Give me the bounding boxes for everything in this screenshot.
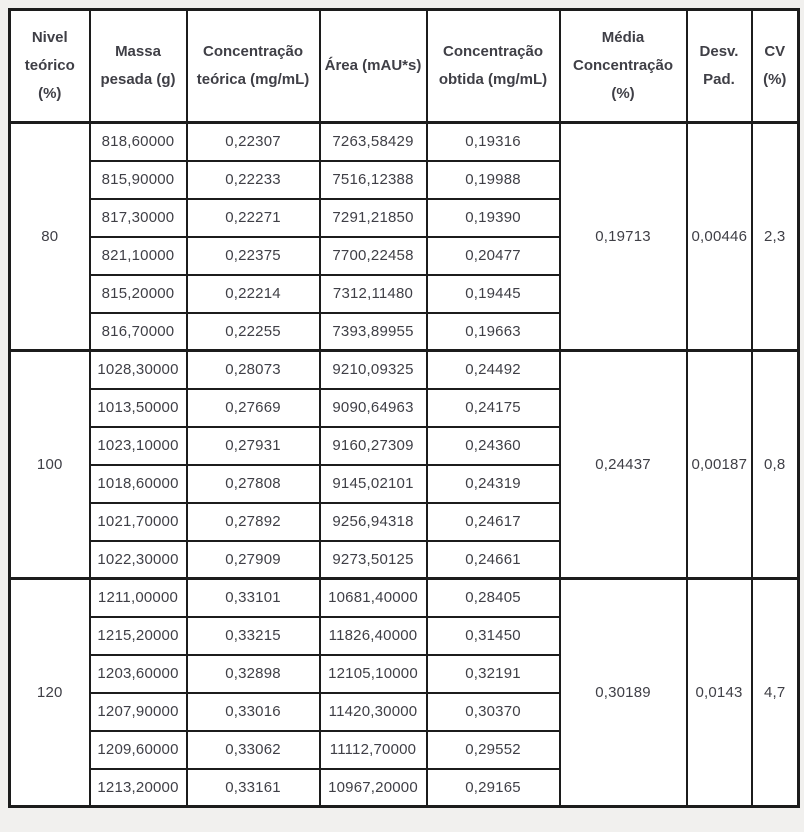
cell-area: 12105,10000 <box>320 655 427 693</box>
cell-area: 9256,94318 <box>320 503 427 541</box>
cell-nivel-teorico: 120 <box>10 579 90 807</box>
cell-concentracao-teorica: 0,27892 <box>187 503 320 541</box>
cell-area: 9145,02101 <box>320 465 427 503</box>
cell-concentracao-teorica: 0,33215 <box>187 617 320 655</box>
header-row <box>10 10 799 123</box>
cell-desv-pad: 0,0143 <box>687 579 752 807</box>
cell-media-concentracao: 0,19713 <box>560 123 687 351</box>
cell-massa-pesada: 1213,20000 <box>90 769 187 807</box>
table-row <box>10 351 799 389</box>
cell-concentracao-obtida: 0,29165 <box>427 769 560 807</box>
cell-massa-pesada: 818,60000 <box>90 123 187 161</box>
cell-concentracao-obtida: 0,19988 <box>427 161 560 199</box>
cell-massa-pesada: 815,90000 <box>90 161 187 199</box>
column-header-media-concentracao: Média Concentração (%) <box>560 10 687 123</box>
cell-massa-pesada: 1018,60000 <box>90 465 187 503</box>
cell-concentracao-teorica: 0,33016 <box>187 693 320 731</box>
cell-concentracao-obtida: 0,28405 <box>427 579 560 617</box>
cell-concentracao-obtida: 0,30370 <box>427 693 560 731</box>
cell-area: 7291,21850 <box>320 199 427 237</box>
cell-concentracao-obtida: 0,24175 <box>427 389 560 427</box>
cell-nivel-teorico: 100 <box>10 351 90 579</box>
column-header-concentracao-teorica: Concentração teórica (mg/mL) <box>187 10 320 123</box>
cell-concentracao-teorica: 0,28073 <box>187 351 320 389</box>
cell-concentracao-obtida: 0,19316 <box>427 123 560 161</box>
cell-area: 11420,30000 <box>320 693 427 731</box>
cell-concentracao-teorica: 0,33161 <box>187 769 320 807</box>
cell-massa-pesada: 1211,00000 <box>90 579 187 617</box>
cell-massa-pesada: 1203,60000 <box>90 655 187 693</box>
cell-massa-pesada: 1023,10000 <box>90 427 187 465</box>
cell-concentracao-teorica: 0,22214 <box>187 275 320 313</box>
cell-concentracao-obtida: 0,29552 <box>427 731 560 769</box>
cell-media-concentracao: 0,30189 <box>560 579 687 807</box>
cell-area: 7393,89955 <box>320 313 427 351</box>
cell-concentracao-obtida: 0,24617 <box>427 503 560 541</box>
cell-massa-pesada: 815,20000 <box>90 275 187 313</box>
column-header-concentracao-obtida: Concentração obtida (mg/mL) <box>427 10 560 123</box>
cell-massa-pesada: 1013,50000 <box>90 389 187 427</box>
cell-area: 9210,09325 <box>320 351 427 389</box>
cell-massa-pesada: 821,10000 <box>90 237 187 275</box>
cell-area: 11112,70000 <box>320 731 427 769</box>
table-header <box>10 10 799 123</box>
cell-concentracao-obtida: 0,20477 <box>427 237 560 275</box>
cell-cv: 2,3 <box>752 123 799 351</box>
cell-concentracao-obtida: 0,24319 <box>427 465 560 503</box>
cell-cv: 4,7 <box>752 579 799 807</box>
cell-media-concentracao: 0,24437 <box>560 351 687 579</box>
cell-area: 7700,22458 <box>320 237 427 275</box>
validation-results-table <box>8 8 800 808</box>
cell-massa-pesada: 1028,30000 <box>90 351 187 389</box>
cell-concentracao-obtida: 0,32191 <box>427 655 560 693</box>
table-row <box>10 123 799 161</box>
cell-nivel-teorico: 80 <box>10 123 90 351</box>
cell-massa-pesada: 816,70000 <box>90 313 187 351</box>
cell-concentracao-obtida: 0,31450 <box>427 617 560 655</box>
cell-concentracao-teorica: 0,22233 <box>187 161 320 199</box>
cell-concentracao-teorica: 0,27909 <box>187 541 320 579</box>
cell-concentracao-teorica: 0,32898 <box>187 655 320 693</box>
cell-area: 7263,58429 <box>320 123 427 161</box>
table-body <box>10 123 799 807</box>
cell-cv: 0,8 <box>752 351 799 579</box>
table-row <box>10 579 799 617</box>
cell-desv-pad: 0,00446 <box>687 123 752 351</box>
cell-area: 11826,40000 <box>320 617 427 655</box>
column-header-nivel-teorico: Nivel teórico (%) <box>10 10 90 123</box>
cell-area: 9090,64963 <box>320 389 427 427</box>
cell-concentracao-teorica: 0,27669 <box>187 389 320 427</box>
column-header-desv-pad: Desv. Pad. <box>687 10 752 123</box>
cell-area: 7312,11480 <box>320 275 427 313</box>
column-header-area: Área (mAU*s) <box>320 10 427 123</box>
cell-concentracao-obtida: 0,24492 <box>427 351 560 389</box>
cell-concentracao-obtida: 0,19445 <box>427 275 560 313</box>
cell-concentracao-obtida: 0,19390 <box>427 199 560 237</box>
cell-area: 7516,12388 <box>320 161 427 199</box>
cell-area: 9273,50125 <box>320 541 427 579</box>
cell-massa-pesada: 1215,20000 <box>90 617 187 655</box>
column-header-cv: CV (%) <box>752 10 799 123</box>
cell-area: 10681,40000 <box>320 579 427 617</box>
cell-concentracao-obtida: 0,19663 <box>427 313 560 351</box>
cell-concentracao-teorica: 0,27931 <box>187 427 320 465</box>
column-header-massa-pesada: Massa pesada (g) <box>90 10 187 123</box>
cell-concentracao-teorica: 0,33062 <box>187 731 320 769</box>
cell-massa-pesada: 1021,70000 <box>90 503 187 541</box>
cell-massa-pesada: 1022,30000 <box>90 541 187 579</box>
cell-concentracao-obtida: 0,24360 <box>427 427 560 465</box>
cell-area: 10967,20000 <box>320 769 427 807</box>
cell-area: 9160,27309 <box>320 427 427 465</box>
cell-concentracao-teorica: 0,22255 <box>187 313 320 351</box>
cell-massa-pesada: 1209,60000 <box>90 731 187 769</box>
cell-concentracao-teorica: 0,22307 <box>187 123 320 161</box>
cell-concentracao-teorica: 0,22271 <box>187 199 320 237</box>
cell-massa-pesada: 817,30000 <box>90 199 187 237</box>
cell-concentracao-teorica: 0,33101 <box>187 579 320 617</box>
cell-concentracao-teorica: 0,22375 <box>187 237 320 275</box>
cell-concentracao-obtida: 0,24661 <box>427 541 560 579</box>
cell-concentracao-teorica: 0,27808 <box>187 465 320 503</box>
cell-massa-pesada: 1207,90000 <box>90 693 187 731</box>
cell-desv-pad: 0,00187 <box>687 351 752 579</box>
